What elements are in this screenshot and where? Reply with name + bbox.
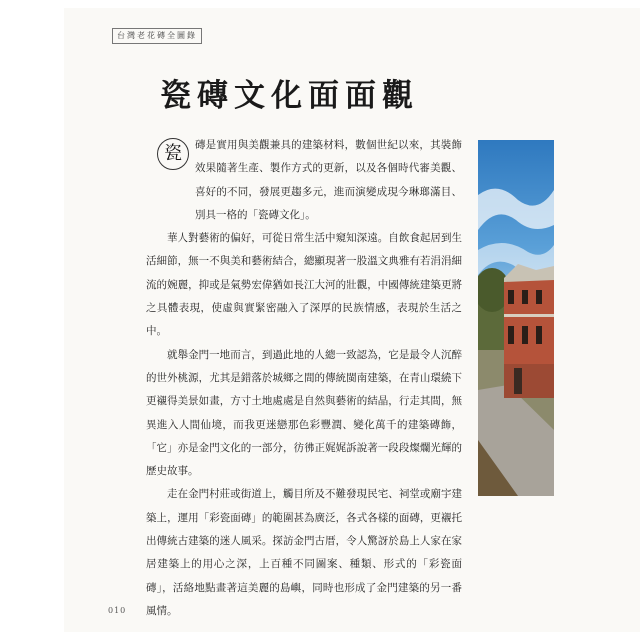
photo-window: [508, 290, 514, 304]
paragraph-3: 就舉金門一地而言，到過此地的人總一致認為，它是最令人沉醉的世外桃源，尤其是錯落於城鄉之間的傳統閩南建築，在青山環繞下更襯得美景如畫，方寸土地處處是自然與藝術的結晶，行走其間，無異進入人間仙境，而我更迷戀那色彩豐潤、變化萬千的建築磚飾，「它」亦是金門文化的一部分，彷彿正娓娓訴說著一段段燦爛光輝的歷史故事。: [146, 348, 462, 478]
photo-window: [536, 290, 542, 304]
photo-building-base: [504, 364, 554, 398]
article-body: [146, 134, 462, 623]
paragraph-2: 華人對藝術的偏好，可從日常生活中窺知深遠。自飲食起居到生活細節，無一不與美和藝術結合，總顯現著一股溫文典雅有若涓涓細流的婉麗，抑或是氣勢宏偉猶如長江大河的壯觀，中國傳統建築更將之具體表現，使虛與實緊密融入了深厚的民族情感，表現於生活之中。: [146, 232, 462, 338]
drop-cap-initial: 瓷: [157, 138, 189, 170]
photo-building-band: [504, 314, 554, 317]
paragraph-4: 走在金門村莊或街道上，觸目所及不難發現民宅、祠堂或廟宇建築上，運用「彩瓷面磚」的範圍甚為廣泛，各式各樣的面磚，更襯托出傳統古建築的迷人風采。探訪金門古厝，令人驚訝於島上人家在家居建築上的用心之深，上百種不同圖案、種類、形式的「彩瓷面磚」，活絡地點畫著這美麗的島嶼，同時也形成了金門建築的另一番風情。: [146, 488, 462, 617]
photo-window: [522, 290, 528, 304]
photo-window: [508, 326, 514, 344]
page-number: 010: [108, 606, 127, 615]
paragraph-1: 磚是實用與美觀兼具的建築材料，數個世紀以來，其裝飾效果隨著生產、製作方式的更新，以及各個時代審美觀、喜好的不同，發展更趨多元，進而演變成現今琳瑯滿目、別具一格的「瓷磚文化」。: [195, 139, 462, 221]
book-header-tag: 台灣老花磚全圖錄: [112, 28, 202, 44]
page-title: 瓷磚文化面面觀: [160, 78, 419, 114]
building-photo: [478, 140, 554, 496]
photo-window: [522, 326, 528, 344]
photo-door: [514, 368, 522, 394]
photo-window: [536, 326, 542, 344]
